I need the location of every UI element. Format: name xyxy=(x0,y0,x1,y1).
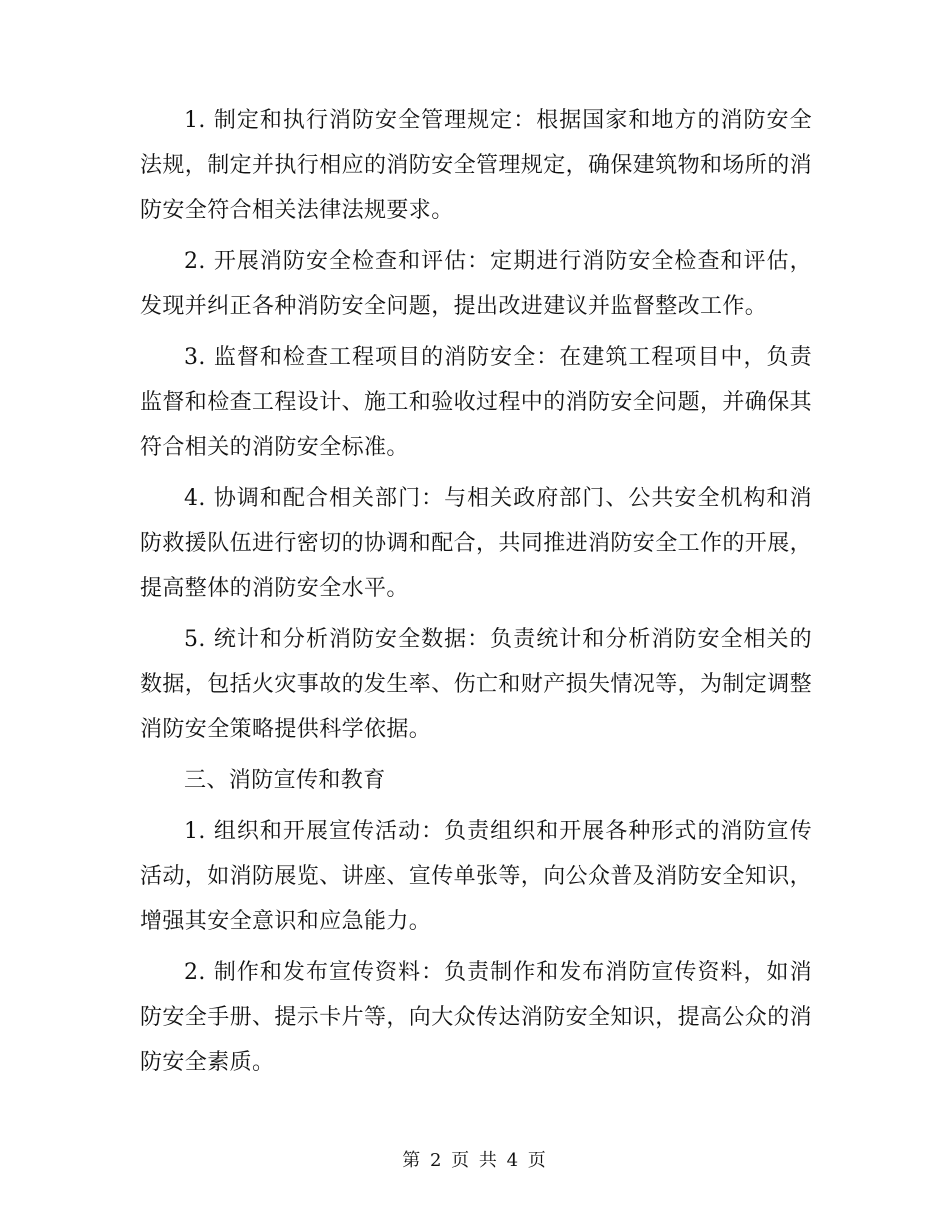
paragraph-duty-4: 4. 协调和配合相关部门：与相关政府部门、公共安全机构和消防救援队伍进行密切的协调和配合，共同推进消防安全工作的开展，提高整体的消防安全水平。 xyxy=(140,486,813,601)
paragraph-publicity-1: 1. 组织和开展宣传活动：负责组织和开展各种形式的消防宣传活动，如消防展览、讲座、宣传单张等，向公众普及消防安全知识，增强其安全意识和应急能力。 xyxy=(140,819,813,934)
paragraph-duty-5: 5. 统计和分析消防安全数据：负责统计和分析消防安全相关的数据，包括火灾事故的发生率、伤亡和财产损失情况等，为制定调整消防安全策略提供科学依据。 xyxy=(140,627,813,742)
paragraph-duty-1: 1. 制定和执行消防安全管理规定：根据国家和地方的消防安全法规，制定并执行相应的消防安全管理规定，确保建筑物和场所的消防安全符合相关法律法规要求。 xyxy=(140,108,813,223)
page-number-footer: 第 2 页 共 4 页 xyxy=(402,1150,548,1171)
paragraph-duty-2: 2. 开展消防安全检查和评估：定期进行消防安全检查和评估，发现并纠正各种消防安全问题，提出改进建议并监督整改工作。 xyxy=(140,249,812,319)
document-body xyxy=(140,98,812,1091)
paragraph-publicity-2: 2. 制作和发布宣传资料：负责制作和发布消防宣传资料，如消防安全手册、提示卡片等，向大众传达消防安全知识，提高公众的消防安全素质。 xyxy=(140,960,813,1075)
paragraph-duty-3: 3. 监督和检查工程项目的消防安全：在建筑工程项目中，负责监督和检查工程设计、施工和验收过程中的消防安全问题，并确保其符合相关的消防安全标准。 xyxy=(140,345,813,460)
section-heading-publicity: 三、消防宣传和教育 xyxy=(184,768,386,793)
